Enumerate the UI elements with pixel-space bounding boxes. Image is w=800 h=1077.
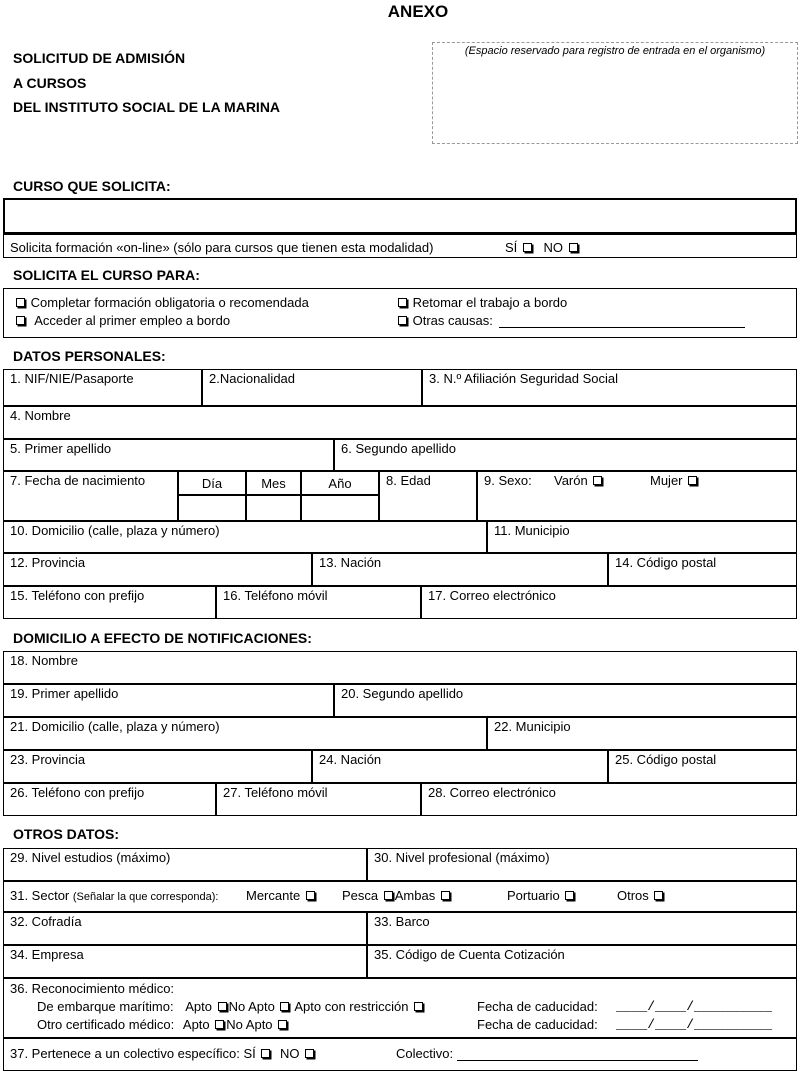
field-37-label: 37. Pertenece a un colectivo específico: xyxy=(10,1046,240,1061)
registry-note: (Espacio reservado para registro de entrada en el organismo) xyxy=(464,45,766,57)
field-15-telefono[interactable] xyxy=(3,586,216,619)
field-7-fecha-nacimiento xyxy=(3,471,178,521)
purpose-opt2-label: Acceder al primer empleo a bordo xyxy=(34,313,231,328)
otros-checkbox[interactable] xyxy=(654,891,663,900)
purpose-opt4-checkbox[interactable] xyxy=(398,316,407,325)
page-title: ANEXO xyxy=(387,2,449,21)
purpose-heading: SOLICITA EL CURSO PARA: xyxy=(13,267,200,283)
field-26-telefono[interactable] xyxy=(3,783,216,816)
field-6-label: 6. Segundo apellido xyxy=(341,441,456,456)
field-12-provincia[interactable] xyxy=(3,553,312,586)
ano-header xyxy=(301,471,379,495)
otro-apto-label: Apto xyxy=(182,1017,210,1032)
field-31-sector xyxy=(3,881,797,912)
mes-header xyxy=(246,471,301,495)
field-35-label: 35. Código de Cuenta Cotización xyxy=(374,947,565,962)
field-16-label: 16. Teléfono móvil xyxy=(223,588,328,603)
otros-label: Otros xyxy=(617,888,649,903)
otro-no-apto-checkbox[interactable] xyxy=(278,1020,287,1029)
field-1-nif[interactable] xyxy=(3,369,202,406)
field-33-barco[interactable] xyxy=(367,912,797,945)
field-21-label: 21. Domicilio (calle, plaza y número) xyxy=(10,719,220,734)
field-15-label: 15. Teléfono con prefijo xyxy=(10,588,145,603)
mercante-label: Mercante xyxy=(246,888,301,903)
purpose-box xyxy=(3,288,797,338)
field-3-label: 3. N.º Afiliación Seguridad Social xyxy=(429,371,619,386)
field-30-profesional[interactable] xyxy=(367,848,797,881)
field-19-label: 19. Primer apellido xyxy=(10,686,119,701)
field-29-label: 29. Nivel estudios (máximo) xyxy=(10,850,171,865)
field-7-label: 7. Fecha de nacimiento xyxy=(10,473,146,488)
purpose-opt1-label: Completar formación obligatoria o recomendada xyxy=(30,295,309,310)
field-28-label: 28. Correo electrónico xyxy=(428,785,556,800)
mercante-checkbox[interactable] xyxy=(306,891,315,900)
pesca-checkbox[interactable] xyxy=(384,891,393,900)
field-17-label: 17. Correo electrónico xyxy=(428,588,556,603)
field-19-primer-apellido[interactable] xyxy=(3,684,334,717)
ambas-label: Ambas xyxy=(394,888,436,903)
field-22-municipio[interactable] xyxy=(487,717,797,750)
field-11-label: 11. Municipio xyxy=(494,523,570,538)
caducidad-1-input[interactable]: ____/____/__________ xyxy=(616,999,773,1014)
ano-input[interactable] xyxy=(301,495,379,521)
field-22-label: 22. Municipio xyxy=(494,719,571,734)
field-23-label: 23. Provincia xyxy=(10,752,86,767)
mes-input[interactable] xyxy=(246,495,301,521)
online-no-checkbox[interactable] xyxy=(569,243,578,252)
embarque-no-apto-checkbox[interactable] xyxy=(280,1002,289,1011)
varon-checkbox[interactable] xyxy=(593,476,602,485)
field-32-label: 32. Cofradía xyxy=(10,914,82,929)
dia-input[interactable] xyxy=(178,495,246,521)
field-8-label: 8. Edad xyxy=(386,473,431,488)
field-13-nacion[interactable] xyxy=(312,553,608,586)
field-32-cofradia[interactable] xyxy=(3,912,367,945)
caducidad-1-label: Fecha de caducidad: xyxy=(477,999,598,1014)
varon-label: Varón xyxy=(554,473,588,488)
field-17-correo[interactable] xyxy=(421,586,797,619)
registry-box xyxy=(432,42,798,144)
field-9-label: 9. Sexo: xyxy=(484,473,532,488)
colectivo-si-checkbox[interactable] xyxy=(261,1049,270,1058)
field-24-nacion[interactable] xyxy=(312,750,608,783)
online-row xyxy=(3,234,797,258)
caducidad-2-label: Fecha de caducidad: xyxy=(477,1017,598,1032)
field-3-afiliacion[interactable] xyxy=(422,369,797,406)
field-16-movil[interactable] xyxy=(216,586,421,619)
field-6-segundo-apellido[interactable] xyxy=(334,439,797,471)
field-14-label: 14. Código postal xyxy=(615,555,717,570)
field-11-municipio[interactable] xyxy=(487,521,797,553)
other-heading: OTROS DATOS: xyxy=(13,826,120,842)
ambas-checkbox[interactable] xyxy=(441,891,450,900)
field-20-segundo-apellido[interactable] xyxy=(334,684,797,717)
field-25-codigo-postal[interactable] xyxy=(608,750,797,783)
field-36-reconocimiento xyxy=(3,978,797,1038)
field-4-nombre[interactable] xyxy=(3,406,797,439)
field-2-nacionalidad[interactable] xyxy=(202,369,422,406)
field-18-label: 18. Nombre xyxy=(10,653,78,668)
purpose-opt4-label: Otras causas: xyxy=(412,313,493,328)
field-9-sexo xyxy=(477,471,797,521)
purpose-opt3-label: Retomar el trabajo a bordo xyxy=(412,295,568,310)
field-29-estudios[interactable] xyxy=(3,848,367,881)
field-31-note: (Señalar la que corresponda): xyxy=(72,891,219,903)
otro-cert-label: Otro certificado médico: xyxy=(37,1017,175,1032)
colectivo-no-label: NO xyxy=(279,1046,300,1061)
form-title-line-2: A CURSOS xyxy=(13,75,87,91)
field-34-empresa[interactable] xyxy=(3,945,367,978)
field-25-label: 25. Código postal xyxy=(615,752,717,767)
field-28-correo[interactable] xyxy=(421,783,797,816)
embarque-apto-checkbox[interactable] xyxy=(218,1002,227,1011)
caducidad-2-input[interactable]: ____/____/__________ xyxy=(616,1017,773,1032)
purpose-opt3-checkbox[interactable] xyxy=(398,298,407,307)
mujer-label: Mujer xyxy=(650,473,683,488)
ano-label: Año xyxy=(328,476,352,491)
colectivo-input[interactable] xyxy=(457,1060,698,1061)
field-5-primer-apellido[interactable] xyxy=(3,439,334,471)
purpose-opt2-checkbox[interactable] xyxy=(16,316,25,325)
portuario-checkbox[interactable] xyxy=(565,891,574,900)
field-26-label: 26. Teléfono con prefijo xyxy=(10,785,145,800)
field-14-codigo-postal[interactable] xyxy=(608,553,797,586)
field-5-label: 5. Primer apellido xyxy=(10,441,112,456)
embarque-restr-label: Apto con restricción xyxy=(294,999,409,1014)
field-36-label: 36. Reconocimiento médico: xyxy=(10,981,175,996)
mujer-checkbox[interactable] xyxy=(688,476,697,485)
field-31-label: 31. Sector xyxy=(10,888,70,903)
personal-heading: DATOS PERSONALES: xyxy=(13,348,166,364)
embarque-restr-checkbox[interactable] xyxy=(414,1002,423,1011)
field-33-label: 33. Barco xyxy=(374,914,430,929)
form-title-line-3: DEL INSTITUTO SOCIAL DE LA MARINA xyxy=(13,99,281,115)
field-21-domicilio[interactable] xyxy=(3,717,487,750)
embarque-label: De embarque marítimo: xyxy=(37,999,174,1014)
field-8-edad[interactable] xyxy=(379,471,477,521)
otro-no-apto-label: No Apto xyxy=(226,1017,273,1032)
embarque-no-apto-label: No Apto xyxy=(228,999,275,1014)
field-30-label: 30. Nivel profesional (máximo) xyxy=(374,850,550,865)
pesca-label: Pesca xyxy=(342,888,379,903)
online-yes-checkbox[interactable] xyxy=(523,243,532,252)
field-37-colectivo xyxy=(3,1038,797,1071)
form-title-line-1: SOLICITUD DE ADMISIÓN xyxy=(13,50,186,66)
field-4-label: 4. Nombre xyxy=(10,408,71,423)
field-27-movil[interactable] xyxy=(216,783,421,816)
field-23-provincia[interactable] xyxy=(3,750,312,783)
field-1-label: 1. NIF/NIE/Pasaporte xyxy=(10,371,134,386)
field-13-label: 13. Nación xyxy=(319,555,382,570)
dia-label: Día xyxy=(201,476,223,491)
colectivo-no-checkbox[interactable] xyxy=(305,1049,314,1058)
dia-header xyxy=(178,471,246,495)
embarque-apto-label: Apto xyxy=(185,999,212,1014)
field-27-label: 27. Teléfono móvil xyxy=(223,785,328,800)
field-12-label: 12. Provincia xyxy=(10,555,86,570)
field-2-label: 2.Nacionalidad xyxy=(209,371,296,386)
field-10-domicilio[interactable] xyxy=(3,521,487,553)
field-24-label: 24. Nación xyxy=(319,752,382,767)
colectivo-label: Colectivo: xyxy=(396,1046,454,1061)
field-18-nombre[interactable] xyxy=(3,651,797,684)
field-10-label: 10. Domicilio (calle, plaza y número) xyxy=(10,523,220,538)
course-heading: CURSO QUE SOLICITA: xyxy=(13,178,171,194)
field-20-label: 20. Segundo apellido xyxy=(341,686,464,701)
online-question: Solicita formación «on-line» (sólo para cursos que tienen esta modalidad) xyxy=(10,240,434,255)
colectivo-si-label: SÍ xyxy=(243,1046,256,1061)
mes-label: Mes xyxy=(261,476,286,491)
field-35-ccc[interactable] xyxy=(367,945,797,978)
notify-heading: DOMICILIO A EFECTO DE NOTIFICACIONES: xyxy=(13,630,312,646)
online-yes-label: SÍ xyxy=(505,240,518,255)
portuario-label: Portuario xyxy=(507,888,560,903)
purpose-opt1-checkbox[interactable] xyxy=(16,298,25,307)
field-34-label: 34. Empresa xyxy=(10,947,84,962)
online-no-label: NO xyxy=(543,240,564,255)
course-input[interactable] xyxy=(3,198,797,234)
other-causes-input[interactable] xyxy=(499,327,745,328)
otro-apto-checkbox[interactable] xyxy=(215,1020,224,1029)
